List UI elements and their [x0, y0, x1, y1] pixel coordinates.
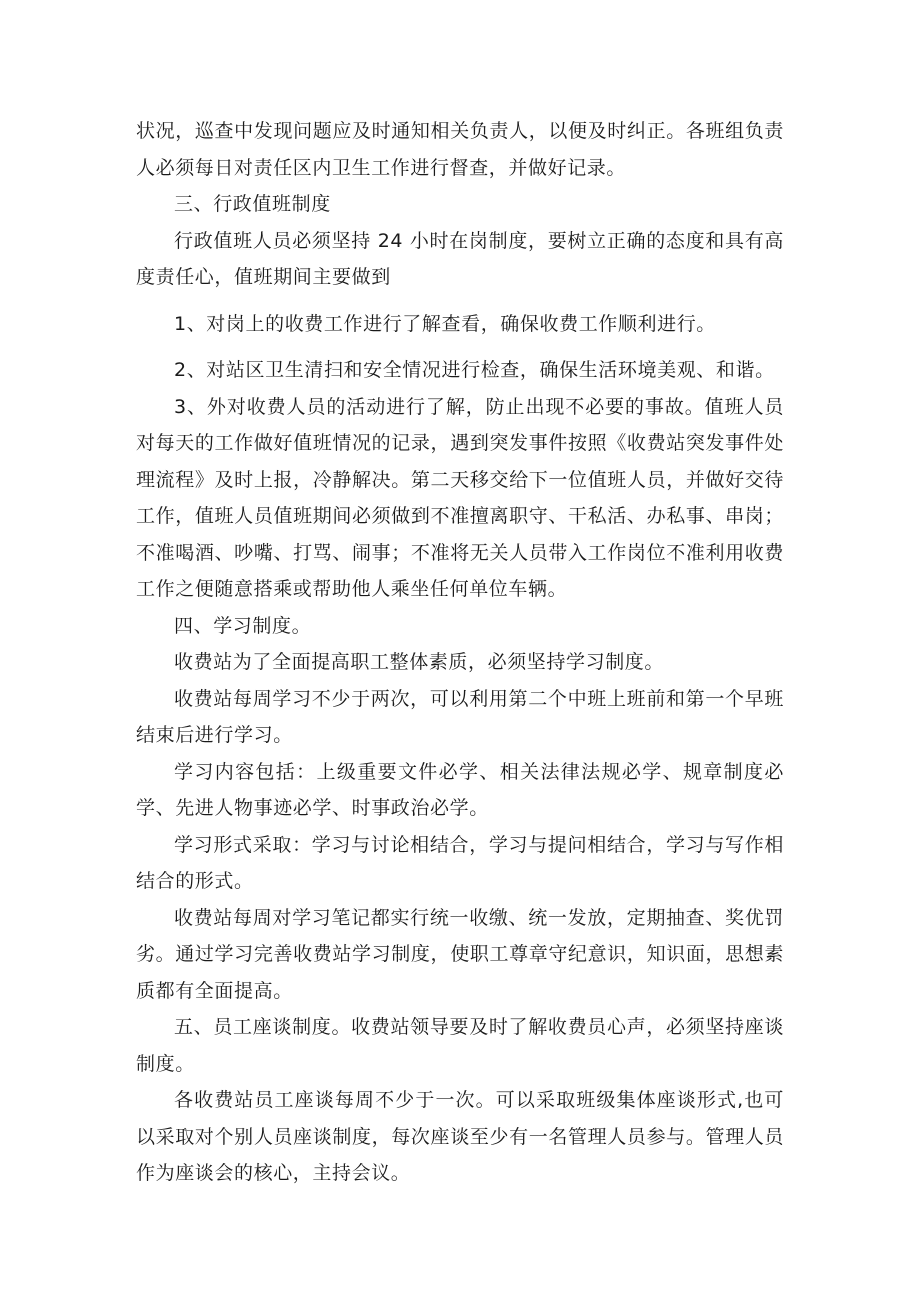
paragraph-study-frequency: 收费站每周学习不少于两次，可以利用第二个中班上班前和第一个早班结束后进行学习。 — [136, 687, 784, 746]
paragraph-study-format: 学习形式采取：学习与讨论相结合，学习与提问相结合，学习与写作相结合的形式。 — [136, 833, 784, 892]
paragraph-staff-meeting-detail: 各收费站员工座谈每周不少于一次。可以采取班级集体座谈形式,也可以采取对个别人员座谈制度，每次座谈至少有一名管理人员参与。管理人员作为座谈会的核心，主持会议。 — [136, 1089, 784, 1184]
list-item-duty-1: 1、对岗上的收费工作进行了解查看，确保收费工作顺利进行。 — [174, 312, 716, 335]
paragraph-study-notes: 收费站每周对学习笔记都实行统一收缴、统一发放，定期抽查、奖优罚劣。通过学习完善收费站学习制度，使职工尊章守纪意识，知识面，思想素质都有全面提高。 — [136, 906, 784, 1002]
heading-admin-duty: 三、行政值班制度 — [174, 193, 331, 215]
paragraph-study-purpose: 收费站为了全面提高职工整体素质，必须坚持学习制度。 — [174, 651, 665, 673]
list-item-duty-2: 2、对站区卫生清扫和安全情况进行检查，确保生活环境美观、和谐。 — [174, 359, 775, 381]
list-item-duty-3: 3、外对收费人员的活动进行了解，防止出现不必要的事故。值班人员对每天的工作做好值班情况的记录，遇到突发事件按照《收费站突发事件处理流程》及时上报，冷静解决。第二天移交给下一位值班人员，并做好交待工作，值班人员值班期间必须做到不准擅离职守、干私活、办私事、串岗；不准喝酒、吵嘴、打骂、闹事；不准将无关人员带入工作岗位不准利用收费工作之便随意搭乘或帮助他人乘坐任何单位车辆。 — [136, 395, 784, 600]
heading-staff-meeting: 五、员工座谈制度。收费站领导要及时了解收费员心声，必须坚持座谈制度。 — [136, 1016, 784, 1075]
heading-study-system: 四、学习制度。 — [174, 614, 312, 637]
paragraph-duty-intro: 行政值班人员必须坚持 24 小时在岗制度，要树立正确的态度和具有高度责任心，值班期间主要做到 — [136, 229, 784, 288]
paragraph-sanitation-continued: 状况，巡查中发现问题应及时通知相关负责人，以便及时纠正。各班组负责人必须每日对责任区内卫生工作进行督查，并做好记录。 — [136, 120, 784, 179]
paragraph-study-content: 学习内容包括：上级重要文件必学、相关法律法规必学、规章制度必学、先进人物事迹必学、时事政治必学。 — [136, 760, 784, 819]
document-page — [136, 113, 784, 1192]
